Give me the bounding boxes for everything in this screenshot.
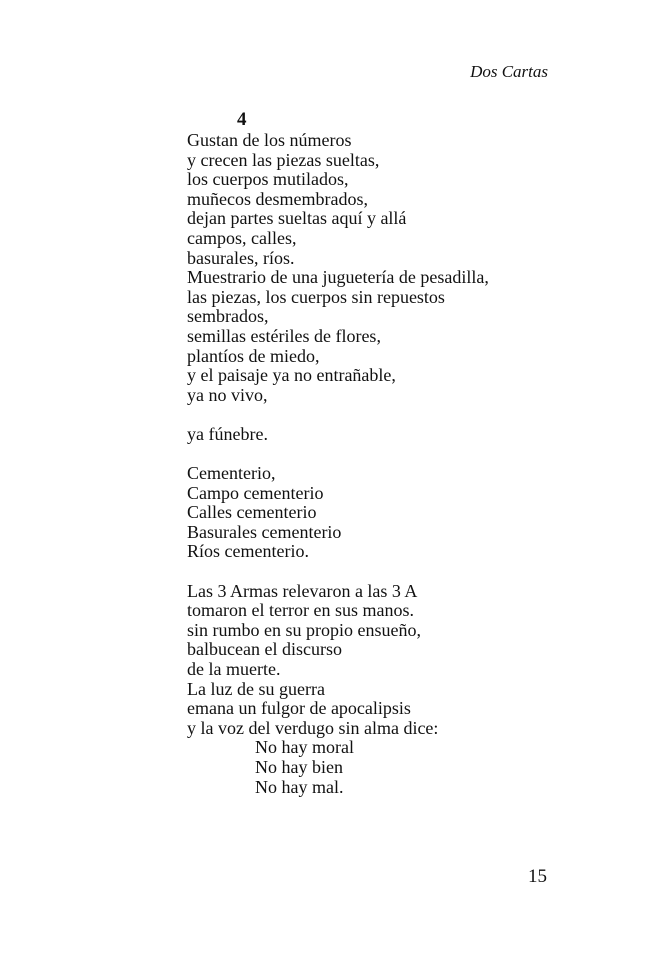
poem-line: Muestrario de una juguetería de pesadilla, xyxy=(187,267,489,288)
poem-line: y el paisaje ya no entrañable, xyxy=(187,365,396,386)
poem-line: balbucean el discurso xyxy=(187,639,342,660)
poem-line-indented: No hay moral xyxy=(255,737,354,758)
poem-line: ya no vivo, xyxy=(187,384,268,405)
poem-line: ya fúnebre. xyxy=(187,423,268,444)
poem-line: Gustan de los números xyxy=(187,130,352,150)
poem-line: La luz de su guerra xyxy=(187,678,325,699)
poem-line: los cuerpos mutilados, xyxy=(187,169,349,190)
poem-line: de la muerte. xyxy=(187,659,281,680)
poem-line: sembrados, xyxy=(187,306,269,327)
poem-line: y la voz del verdugo sin alma dice: xyxy=(187,717,439,738)
poem-line: Calles cementerio xyxy=(187,502,317,523)
poem-line: dejan partes sueltas aquí y allá xyxy=(187,208,407,229)
poem-line: semillas estériles de flores, xyxy=(187,325,381,346)
stanza-break xyxy=(187,445,567,465)
poem-line: y crecen las piezas sueltas, xyxy=(187,149,380,170)
stanza-break xyxy=(187,562,567,582)
poem-line: emana un fulgor de apocalipsis xyxy=(187,698,411,719)
poem-line: tomaron el terror en sus manos. xyxy=(187,600,414,621)
page-number: 15 xyxy=(528,866,547,887)
poem-line: sin rumbo en su propio ensueño, xyxy=(187,619,421,640)
poem-line: Ríos cementerio. xyxy=(187,541,309,562)
poem-line: plantíos de miedo, xyxy=(187,345,320,366)
running-header: Dos Cartas xyxy=(470,62,548,81)
poem-line-indented: No hay mal. xyxy=(255,776,344,797)
poem-line-indented: No hay bien xyxy=(255,757,343,777)
stanza-break xyxy=(187,405,567,425)
poem-body xyxy=(187,131,567,797)
poem-line: las piezas, los cuerpos sin repuestos xyxy=(187,286,445,307)
section-number: 4 xyxy=(237,109,247,130)
poem-line: Basurales cementerio xyxy=(187,521,342,542)
poem-line: muñecos desmembrados, xyxy=(187,188,368,209)
poem-line: Campo cementerio xyxy=(187,482,324,503)
poem-line: campos, calles, xyxy=(187,227,297,248)
poem-line: Cementerio, xyxy=(187,463,276,484)
poem-line: basurales, ríos. xyxy=(187,247,295,268)
poem-line: Las 3 Armas relevaron a las 3 A xyxy=(187,580,418,601)
